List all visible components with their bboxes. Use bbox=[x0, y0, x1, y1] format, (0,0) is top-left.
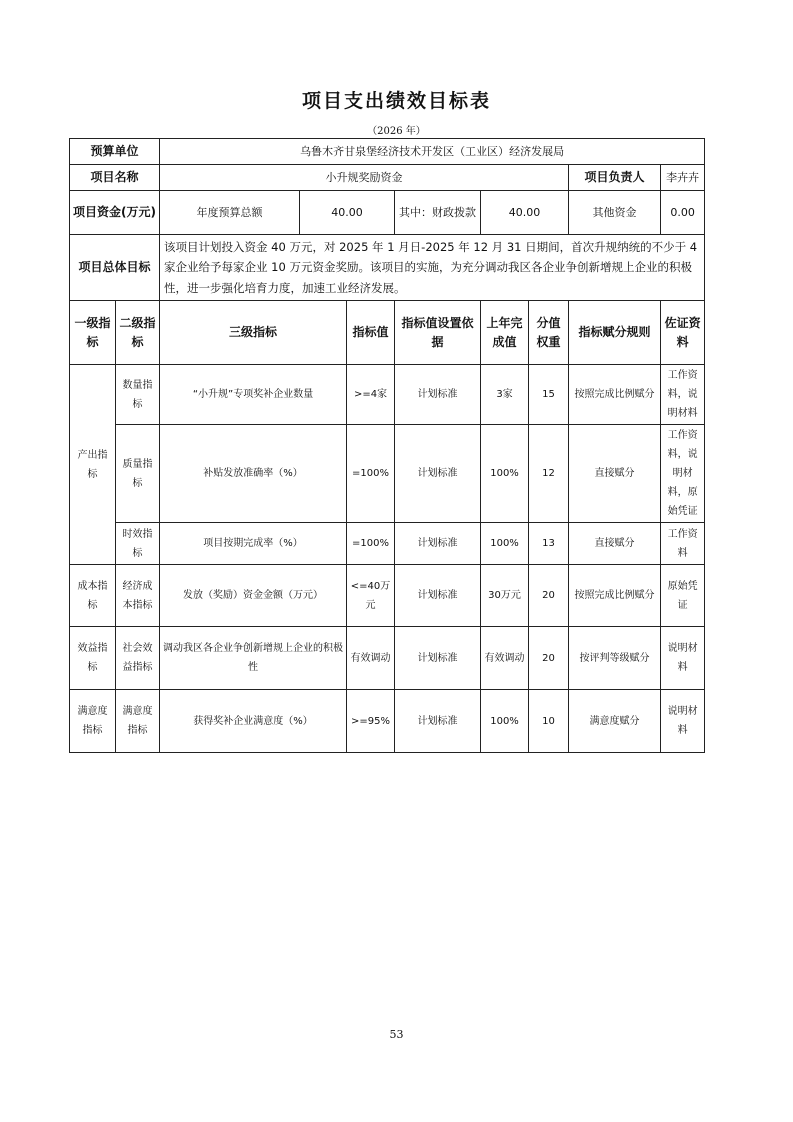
evidence-cell: 工作资料，说明材料，原始凭证 bbox=[661, 425, 705, 523]
weight-cell: 13 bbox=[529, 523, 569, 565]
header-evidence: 佐证资料 bbox=[661, 301, 705, 365]
basis-cell: 计划标准 bbox=[395, 627, 481, 690]
weight-cell: 15 bbox=[529, 365, 569, 425]
header-level2: 二级指标 bbox=[116, 301, 160, 365]
basis-cell: 计划标准 bbox=[395, 565, 481, 627]
budget-unit-value: 乌鲁木齐甘泉堡经济技术开发区（工业区）经济发展局 bbox=[160, 139, 705, 165]
level2-cell: 社会效益指标 bbox=[116, 627, 160, 690]
table-row bbox=[70, 565, 705, 627]
other-funds-label: 其他资金 bbox=[569, 191, 661, 235]
basis-cell: 计划标准 bbox=[395, 425, 481, 523]
performance-table bbox=[69, 138, 705, 753]
level2-cell: 满意度指标 bbox=[116, 690, 160, 753]
level3-cell: “小升规”专项奖补企业数量 bbox=[160, 365, 347, 425]
fiscal-funds-value: 40.00 bbox=[481, 191, 569, 235]
evidence-cell: 工作资料，说明材料 bbox=[661, 365, 705, 425]
header-last-year: 上年完成值 bbox=[481, 301, 529, 365]
level3-cell: 项目按期完成率（%） bbox=[160, 523, 347, 565]
basis-cell: 计划标准 bbox=[395, 690, 481, 753]
project-funds-label: 项目资金(万元) bbox=[70, 191, 160, 235]
evidence-cell: 工作资料 bbox=[661, 523, 705, 565]
scoring-cell: 直接赋分 bbox=[569, 425, 661, 523]
evidence-cell: 原始凭证 bbox=[661, 565, 705, 627]
scoring-cell: 按照完成比例赋分 bbox=[569, 365, 661, 425]
basis-cell: 计划标准 bbox=[395, 523, 481, 565]
header-scoring: 指标赋分规则 bbox=[569, 301, 661, 365]
header-weight: 分值权重 bbox=[529, 301, 569, 365]
value-cell: >=4家 bbox=[347, 365, 395, 425]
weight-cell: 20 bbox=[529, 627, 569, 690]
last-year-cell: 100% bbox=[481, 523, 529, 565]
level3-cell: 获得奖补企业满意度（%） bbox=[160, 690, 347, 753]
group-satisfaction: 满意度指标 bbox=[70, 690, 116, 753]
last-year-cell: 100% bbox=[481, 425, 529, 523]
scoring-cell: 按评判等级赋分 bbox=[569, 627, 661, 690]
header-level3: 三级指标 bbox=[160, 301, 347, 365]
weight-cell: 20 bbox=[529, 565, 569, 627]
overall-goal-label: 项目总体目标 bbox=[70, 235, 160, 301]
header-value: 指标值 bbox=[347, 301, 395, 365]
value-cell: =100% bbox=[347, 523, 395, 565]
project-name-row bbox=[70, 165, 705, 191]
fiscal-funds-label: 其中：财政拨款 bbox=[395, 191, 481, 235]
table-row bbox=[70, 627, 705, 690]
overall-goal-row bbox=[70, 235, 705, 301]
basis-cell: 计划标准 bbox=[395, 365, 481, 425]
header-level1: 一级指标 bbox=[70, 301, 116, 365]
table-row bbox=[70, 690, 705, 753]
group-benefit: 效益指标 bbox=[70, 627, 116, 690]
other-funds-value: 0.00 bbox=[661, 191, 705, 235]
project-funds-row bbox=[70, 191, 705, 235]
year-label: （2026 年） bbox=[367, 126, 426, 137]
budget-unit-row bbox=[70, 139, 705, 165]
last-year-cell: 100% bbox=[481, 690, 529, 753]
value-cell: <=40万元 bbox=[347, 565, 395, 627]
group-output: 产出指标 bbox=[70, 365, 116, 565]
project-name-value: 小升规奖励资金 bbox=[160, 165, 569, 191]
evidence-cell: 说明材料 bbox=[661, 690, 705, 753]
evidence-cell: 说明材料 bbox=[661, 627, 705, 690]
annual-budget-label: 年度预算总额 bbox=[160, 191, 300, 235]
level2-cell: 经济成本指标 bbox=[116, 565, 160, 627]
level3-cell: 调动我区各企业争创新增规上企业的积极性 bbox=[160, 627, 347, 690]
page-title: 项目支出绩效目标表 bbox=[301, 90, 491, 112]
level3-cell: 发放（奖励）资金金额（万元） bbox=[160, 565, 347, 627]
person-in-charge-value: 李卉卉 bbox=[661, 165, 705, 191]
level2-cell: 质量指标 bbox=[116, 425, 160, 523]
header-basis: 指标值设置依据 bbox=[395, 301, 481, 365]
project-name-label: 项目名称 bbox=[70, 165, 160, 191]
table-row bbox=[70, 425, 705, 523]
last-year-cell: 30万元 bbox=[481, 565, 529, 627]
indicator-header-row bbox=[70, 301, 705, 365]
overall-goal-text: 该项目计划投入资金 40 万元，对 2025 年 1 月日-2025 年 12 月 31 日期间，首次升规纳统的不少于 4 家企业给予每家企业 10 万元资金奖励。该项目的实施，为充分调动我区各企业争创新增规上企业的积极性，进一步强化培育力度，加速工业经济发展。 bbox=[160, 235, 705, 301]
last-year-cell: 有效调动 bbox=[481, 627, 529, 690]
person-in-charge-label: 项目负责人 bbox=[569, 165, 661, 191]
weight-cell: 12 bbox=[529, 425, 569, 523]
budget-unit-label: 预算单位 bbox=[70, 139, 160, 165]
level3-cell: 补贴发放准确率（%） bbox=[160, 425, 347, 523]
level2-cell: 数量指标 bbox=[116, 365, 160, 425]
value-cell: 有效调动 bbox=[347, 627, 395, 690]
scoring-cell: 直接赋分 bbox=[569, 523, 661, 565]
table-row bbox=[70, 523, 705, 565]
last-year-cell: 3家 bbox=[481, 365, 529, 425]
weight-cell: 10 bbox=[529, 690, 569, 753]
level2-cell: 时效指标 bbox=[116, 523, 160, 565]
scoring-cell: 按照完成比例赋分 bbox=[569, 565, 661, 627]
group-cost: 成本指标 bbox=[70, 565, 116, 627]
scoring-cell: 满意度赋分 bbox=[569, 690, 661, 753]
value-cell: =100% bbox=[347, 425, 395, 523]
annual-budget-value: 40.00 bbox=[300, 191, 395, 235]
page-number: 53 bbox=[389, 1028, 404, 1041]
table-row bbox=[70, 365, 705, 425]
value-cell: >=95% bbox=[347, 690, 395, 753]
